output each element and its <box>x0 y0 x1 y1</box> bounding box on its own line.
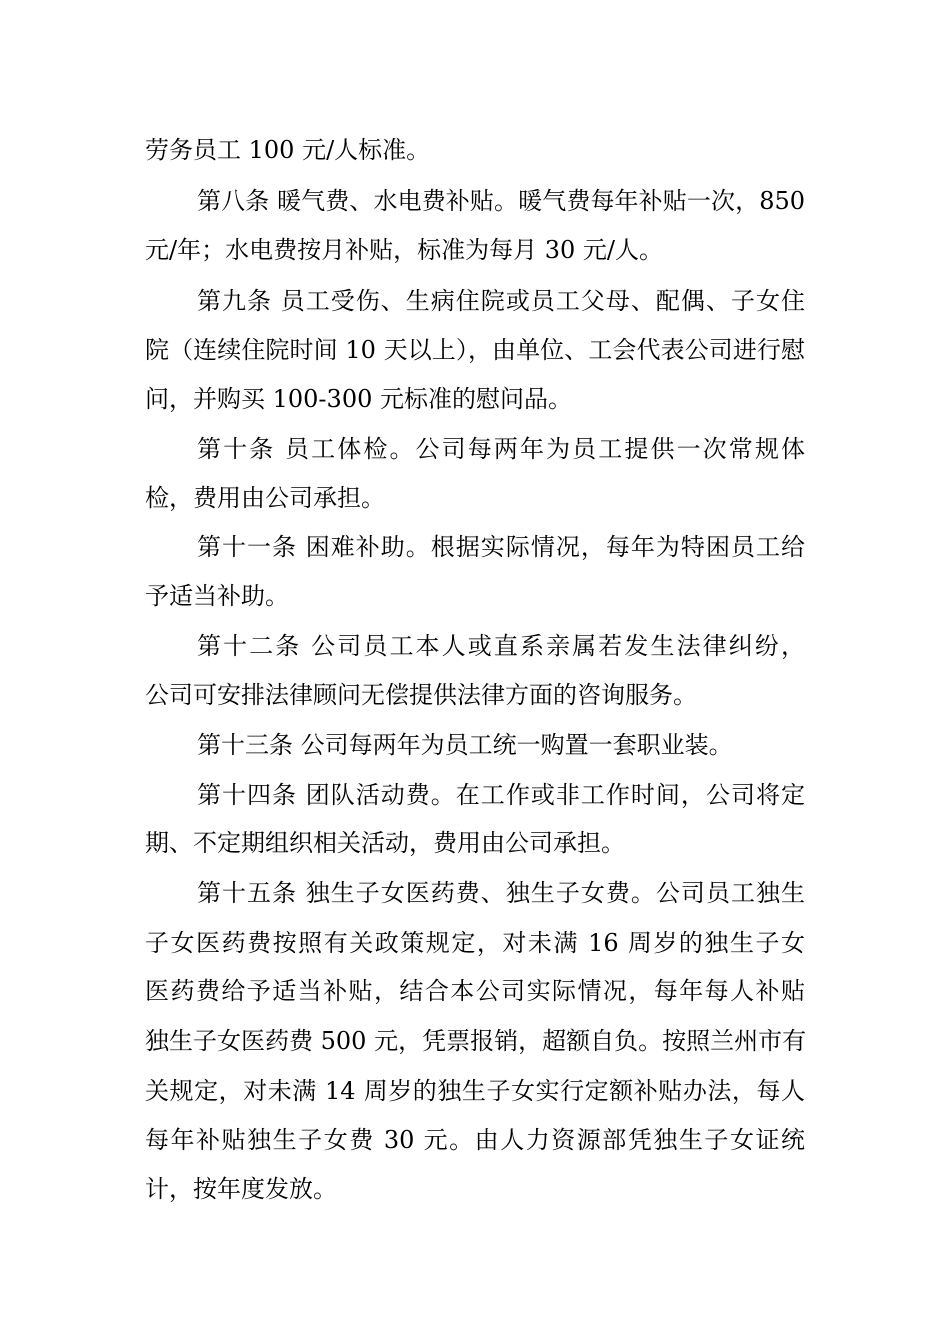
text-line: 元/年；水电费按月补贴，标准为每月 30 元/人。 <box>145 236 663 264</box>
text-line: 医药费给予适当补贴，结合本公司实际情况，每年每人补贴 <box>145 977 805 1005</box>
article-8-heading-line: 第八条 暖气费、水电费补贴。暖气费每年补贴一次，850 <box>197 187 805 215</box>
article-10-heading-line: 第十条 员工体检。公司每两年为员工提供一次常规体 <box>197 435 805 463</box>
text-line: 关规定，对未满 14 周岁的独生子女实行定额补贴办法，每人 <box>145 1077 805 1105</box>
text-line: 劳务员工 100 元/人标准。 <box>145 136 431 164</box>
article-13-line: 第十三条 公司每两年为员工统一购置一套职业装。 <box>197 731 733 759</box>
text-line: 期、不定期组织相关活动，费用由公司承担。 <box>145 829 625 857</box>
text-line: 院（连续住院时间 10 天以上），由单位、工会代表公司进行慰 <box>145 336 805 364</box>
article-14-heading-line: 第十四条 团队活动费。在工作或非工作时间，公司将定 <box>197 781 805 809</box>
text-line: 独生子女医药费 500 元，凭票报销，超额自负。按照兰州市有 <box>145 1027 807 1055</box>
text-line: 予适当补助。 <box>145 582 289 610</box>
article-11-heading-line: 第十一条 困难补助。根据实际情况，每年为特困员工给 <box>197 533 805 561</box>
article-9-heading-line: 第九条 员工受伤、生病住院或员工父母、配偶、子女住 <box>197 287 805 315</box>
text-line: 计，按年度发放。 <box>145 1175 337 1203</box>
text-line: 子女医药费按照有关政策规定，对未满 16 周岁的独生子女 <box>145 929 805 957</box>
text-line: 检，费用由公司承担。 <box>145 484 385 512</box>
article-15-heading-line: 第十五条 独生子女医药费、独生子女费。公司员工独生 <box>197 879 805 907</box>
article-12-heading-line: 第十二条 公司员工本人或直系亲属若发生法律纠纷， <box>197 632 805 660</box>
text-line: 每年补贴独生子女费 30 元。由人力资源部凭独生子女证统 <box>145 1126 805 1154</box>
text-line: 公司可安排法律顾问无偿提供法律方面的咨询服务。 <box>145 681 697 709</box>
text-line: 问，并购买 100-300 元标准的慰问品。 <box>145 385 572 413</box>
